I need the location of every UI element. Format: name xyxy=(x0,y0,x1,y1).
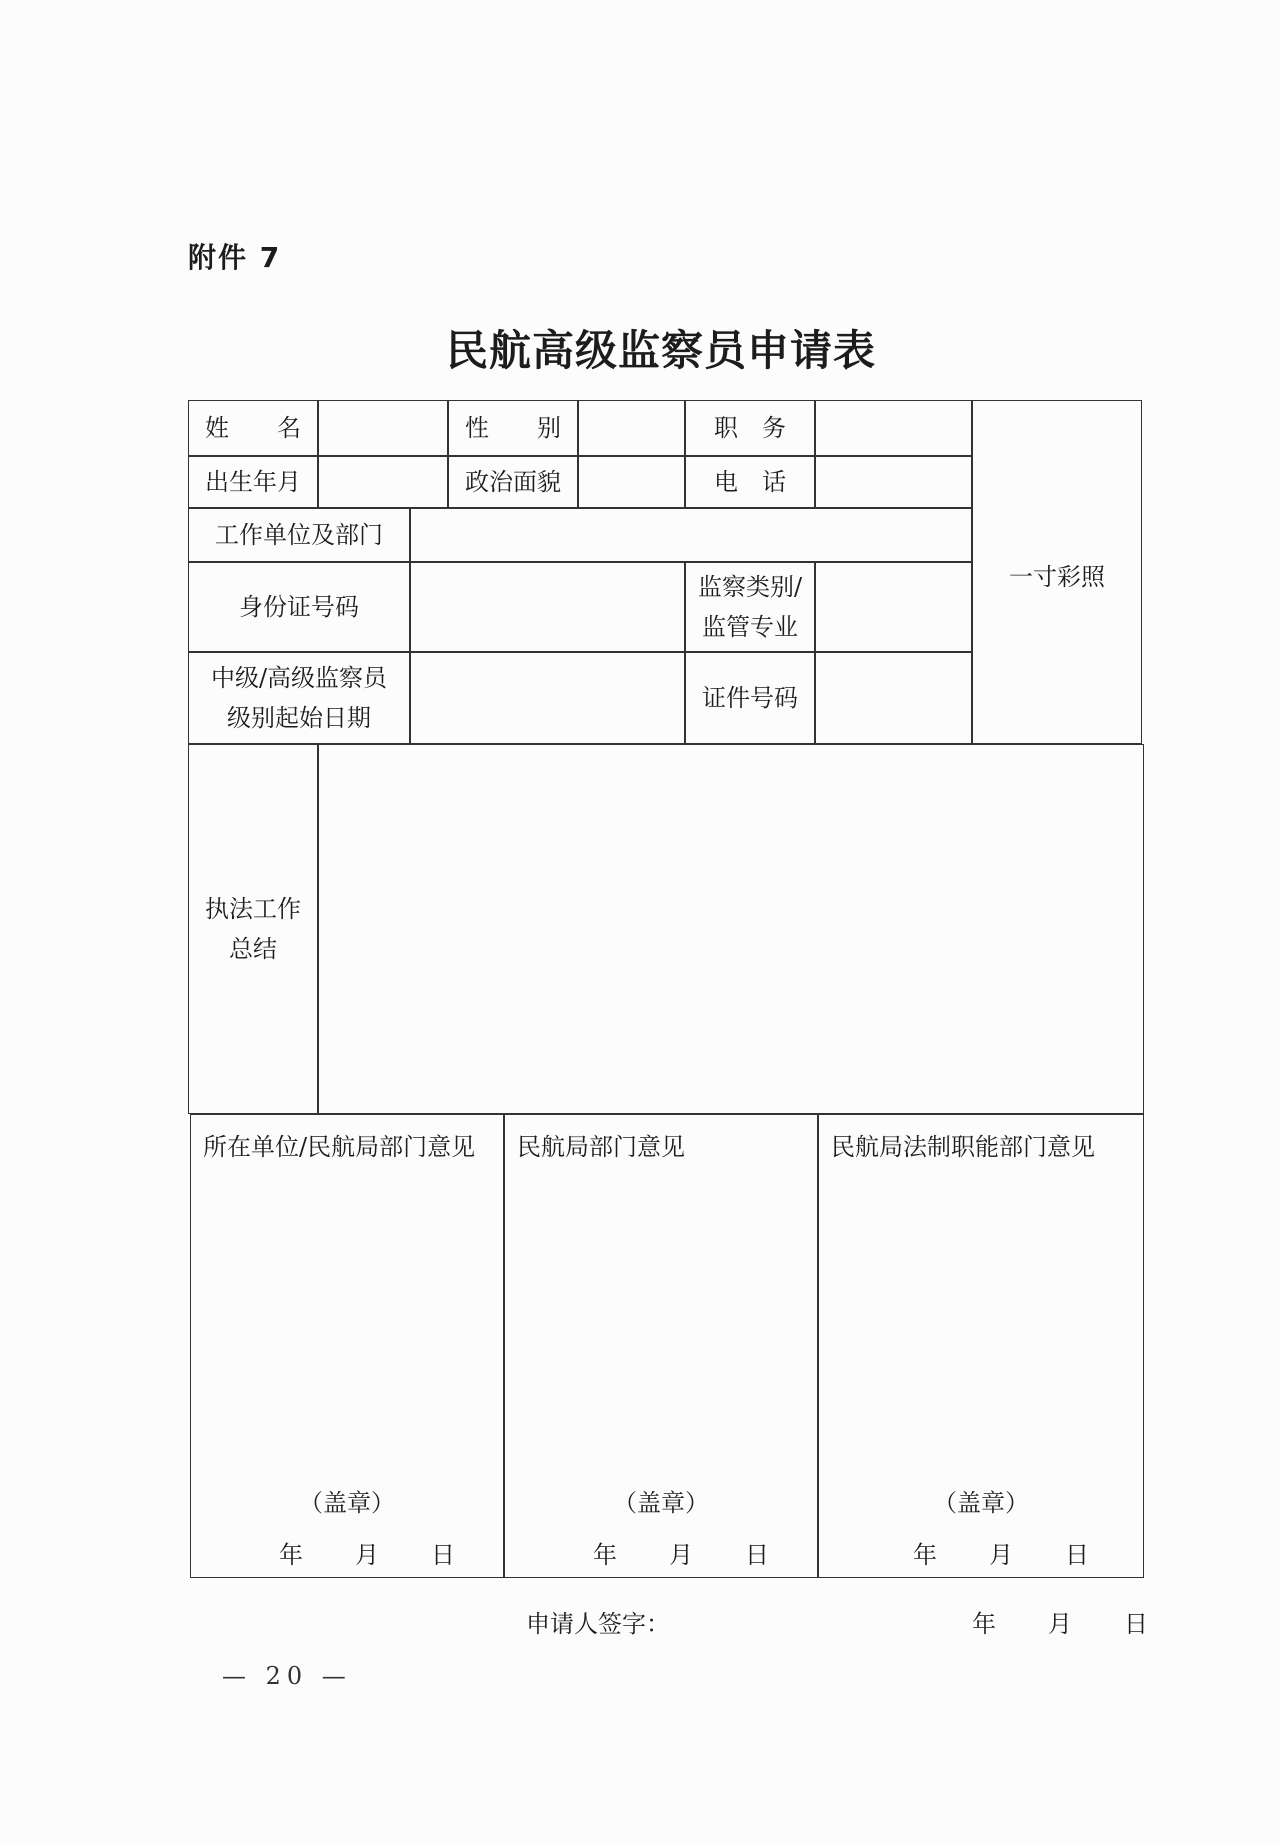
unit-opinion-box[interactable] xyxy=(190,1114,504,1578)
applicant-signature-date xyxy=(972,1604,1148,1639)
unit-opinion-year: 年 xyxy=(279,1541,303,1569)
legal-dept-opinion-year: 年 xyxy=(913,1541,937,1569)
summary-label-line-1: 执法工作 xyxy=(205,895,301,923)
legal-dept-opinion-seal: （盖章） xyxy=(933,1489,1029,1517)
position-label xyxy=(685,400,815,456)
summary-label-line-2: 总结 xyxy=(229,935,277,963)
legal-dept-opinion-box[interactable] xyxy=(818,1114,1144,1578)
level-start-label xyxy=(188,652,410,744)
form-title: 民航高级监察员申请表 xyxy=(445,326,876,375)
caac-dept-opinion-box[interactable] xyxy=(504,1114,818,1578)
name-label xyxy=(188,400,318,456)
phone-label-char-1: 电 xyxy=(714,468,738,496)
name-label-char-2: 名 xyxy=(277,414,301,442)
signature-month: 月 xyxy=(1048,1610,1072,1638)
attachment-label: 附件 7 xyxy=(188,241,282,274)
workplace-label: 工作单位及部门 xyxy=(188,508,410,562)
level-start-field[interactable] xyxy=(410,652,685,744)
summary-field[interactable] xyxy=(318,744,1144,1114)
phone-field[interactable] xyxy=(815,456,972,508)
page-number: — 20 — xyxy=(222,1662,352,1690)
unit-opinion-date xyxy=(191,1535,503,1570)
cert-field[interactable] xyxy=(815,652,972,744)
unit-opinion-month: 月 xyxy=(355,1541,379,1569)
caac-dept-opinion-month: 月 xyxy=(669,1541,693,1569)
level-label-line-2: 级别起始日期 xyxy=(227,704,371,732)
unit-opinion-title: 所在单位/民航局部门意见 xyxy=(203,1133,476,1161)
summary-label xyxy=(188,744,318,1114)
caac-dept-opinion-day: 日 xyxy=(745,1541,769,1569)
cert-label: 证件号码 xyxy=(685,652,815,744)
position-label-char-2: 务 xyxy=(762,414,786,442)
gender-label-char-1: 性 xyxy=(465,414,489,442)
caac-dept-opinion-date xyxy=(505,1535,817,1570)
phone-label xyxy=(685,456,815,508)
unit-opinion-seal: （盖章） xyxy=(299,1489,395,1517)
caac-dept-opinion-seal: （盖章） xyxy=(613,1489,709,1517)
phone-label-char-2: 话 xyxy=(762,468,786,496)
political-label: 政治面貌 xyxy=(448,456,578,508)
legal-dept-opinion-month: 月 xyxy=(989,1541,1013,1569)
gender-label-char-2: 别 xyxy=(537,414,561,442)
birth-label: 出生年月 xyxy=(188,456,318,508)
level-label-line-1: 中级/高级监察员 xyxy=(210,664,388,692)
unit-opinion-day: 日 xyxy=(431,1541,455,1569)
signature-year: 年 xyxy=(972,1610,996,1638)
gender-label xyxy=(448,400,578,456)
legal-dept-opinion-day: 日 xyxy=(1065,1541,1089,1569)
category-label xyxy=(685,562,815,652)
caac-dept-opinion-year: 年 xyxy=(593,1541,617,1569)
category-label-line-2: 监管专业 xyxy=(702,613,798,641)
legal-dept-opinion-date xyxy=(819,1535,1143,1570)
workplace-field[interactable] xyxy=(410,508,972,562)
signature-day: 日 xyxy=(1124,1610,1148,1638)
position-label-char-1: 职 xyxy=(714,414,738,442)
photo-box[interactable] xyxy=(972,400,1142,744)
id-field[interactable] xyxy=(410,562,685,652)
photo-label: 一寸彩照 xyxy=(1009,563,1105,591)
legal-dept-opinion-title: 民航局法制职能部门意见 xyxy=(831,1133,1095,1161)
caac-dept-opinion-title: 民航局部门意见 xyxy=(517,1133,685,1161)
category-field[interactable] xyxy=(815,562,972,652)
name-label-char-1: 姓 xyxy=(205,414,229,442)
name-field[interactable] xyxy=(318,400,448,456)
gender-field[interactable] xyxy=(578,400,685,456)
category-label-line-1: 监察类别/ xyxy=(697,573,803,601)
id-label: 身份证号码 xyxy=(188,562,410,652)
applicant-signature-label: 申请人签字： xyxy=(526,1610,670,1638)
birth-field[interactable] xyxy=(318,456,448,508)
political-field[interactable] xyxy=(578,456,685,508)
position-field[interactable] xyxy=(815,400,972,456)
